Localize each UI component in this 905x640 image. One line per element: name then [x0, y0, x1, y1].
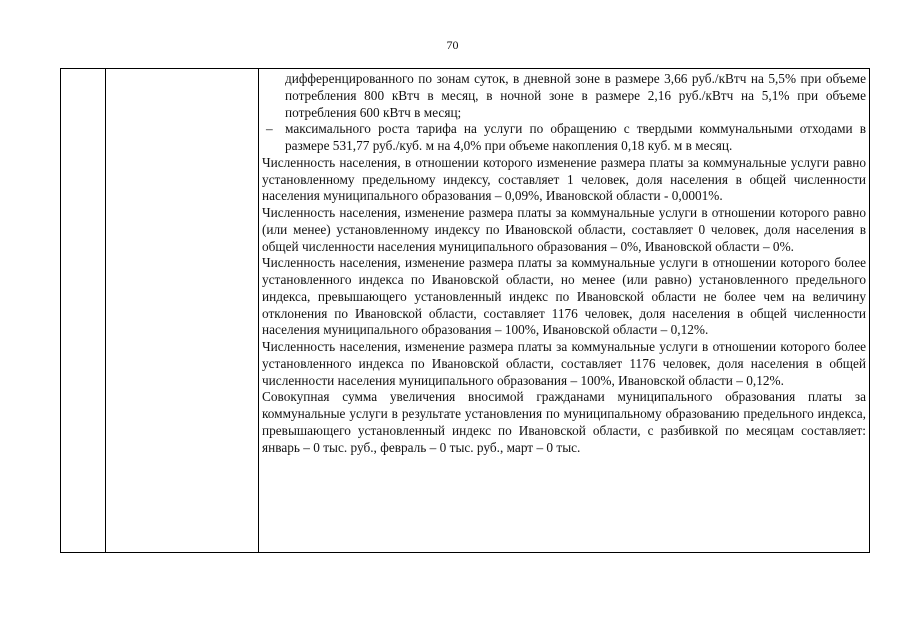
- paragraph-total-increase: Совокупная сумма увеличения вносимой гражданами муниципального образования платы за коммунальные услуги в результате установления по муниципальному образованию предельного индекса, превышающего установленный индекс по Ивановской области, с разбивкой по месяцам составляет: январь – 0 тыс. руб., февраль – 0 тыс. руб., март – 0 тыс.: [262, 389, 866, 455]
- document-table: [60, 68, 870, 553]
- paragraph-equal-limit: Численность населения, в отношении которого изменение размера платы за коммунальные услуги равно установленному предельному индексу, составляет 1 человек, доля населения в общей численности населения муниципального образования – 0,09%, Ивановской области - 0,0001%.: [262, 154, 866, 204]
- bullet-dash: –: [266, 121, 273, 137]
- paragraph-between-indices: Численность населения, изменение размера платы за коммунальные услуги в отношении которого более установленного индекса по Ивановской области, но менее (или равно) установленного предельного индекса, превышающего установленный индекс по Ивановской области не более чем на величину отклонения по Ивановской области, составляет 1176 человек, доля населения в общей численности населения муниципального образования – 100%, Ивановской области – 0,12%.: [262, 255, 866, 338]
- table-content-cell: [262, 71, 866, 456]
- list-item-solid-waste: [262, 121, 866, 155]
- paragraph-more-than-index: Численность населения, изменение размера платы за коммунальные услуги в отношении которого более установленного индекса по Ивановской области, составляет 1176 человек, доля населения в общей численности населения муниципального образования – 100%, Ивановской области – 0,12%.: [262, 339, 866, 388]
- page-number: 70: [446, 38, 459, 52]
- table-column-divider: [105, 69, 106, 552]
- paragraph-electricity-continuation: дифференцированного по зонам суток, в дневной зоне в размере 3,66 руб./кВтч на 5,5% при объеме потребления 800 кВтч в месяц, в ночной зоне в размере 2,16 руб./кВтч на 5,1% при объеме потребления 600 кВтч в месяц;: [285, 71, 866, 120]
- paragraph-equal-or-less: Численность населения, изменение размера платы за коммунальные услуги в отношении которого равно (или менее) установленному индексу по Ивановской области, составляет 0 человек, доля населения в общей численности населения муниципального образования – 0%, Ивановской области – 0%.: [262, 205, 866, 254]
- table-column-divider: [258, 69, 259, 552]
- list-item-text: максимального роста тарифа на услуги по обращению с твердыми коммунальными отходами в размере 531,77 руб./куб. м на 4,0% при объеме накопления 0,18 куб. м в месяц.: [285, 121, 866, 153]
